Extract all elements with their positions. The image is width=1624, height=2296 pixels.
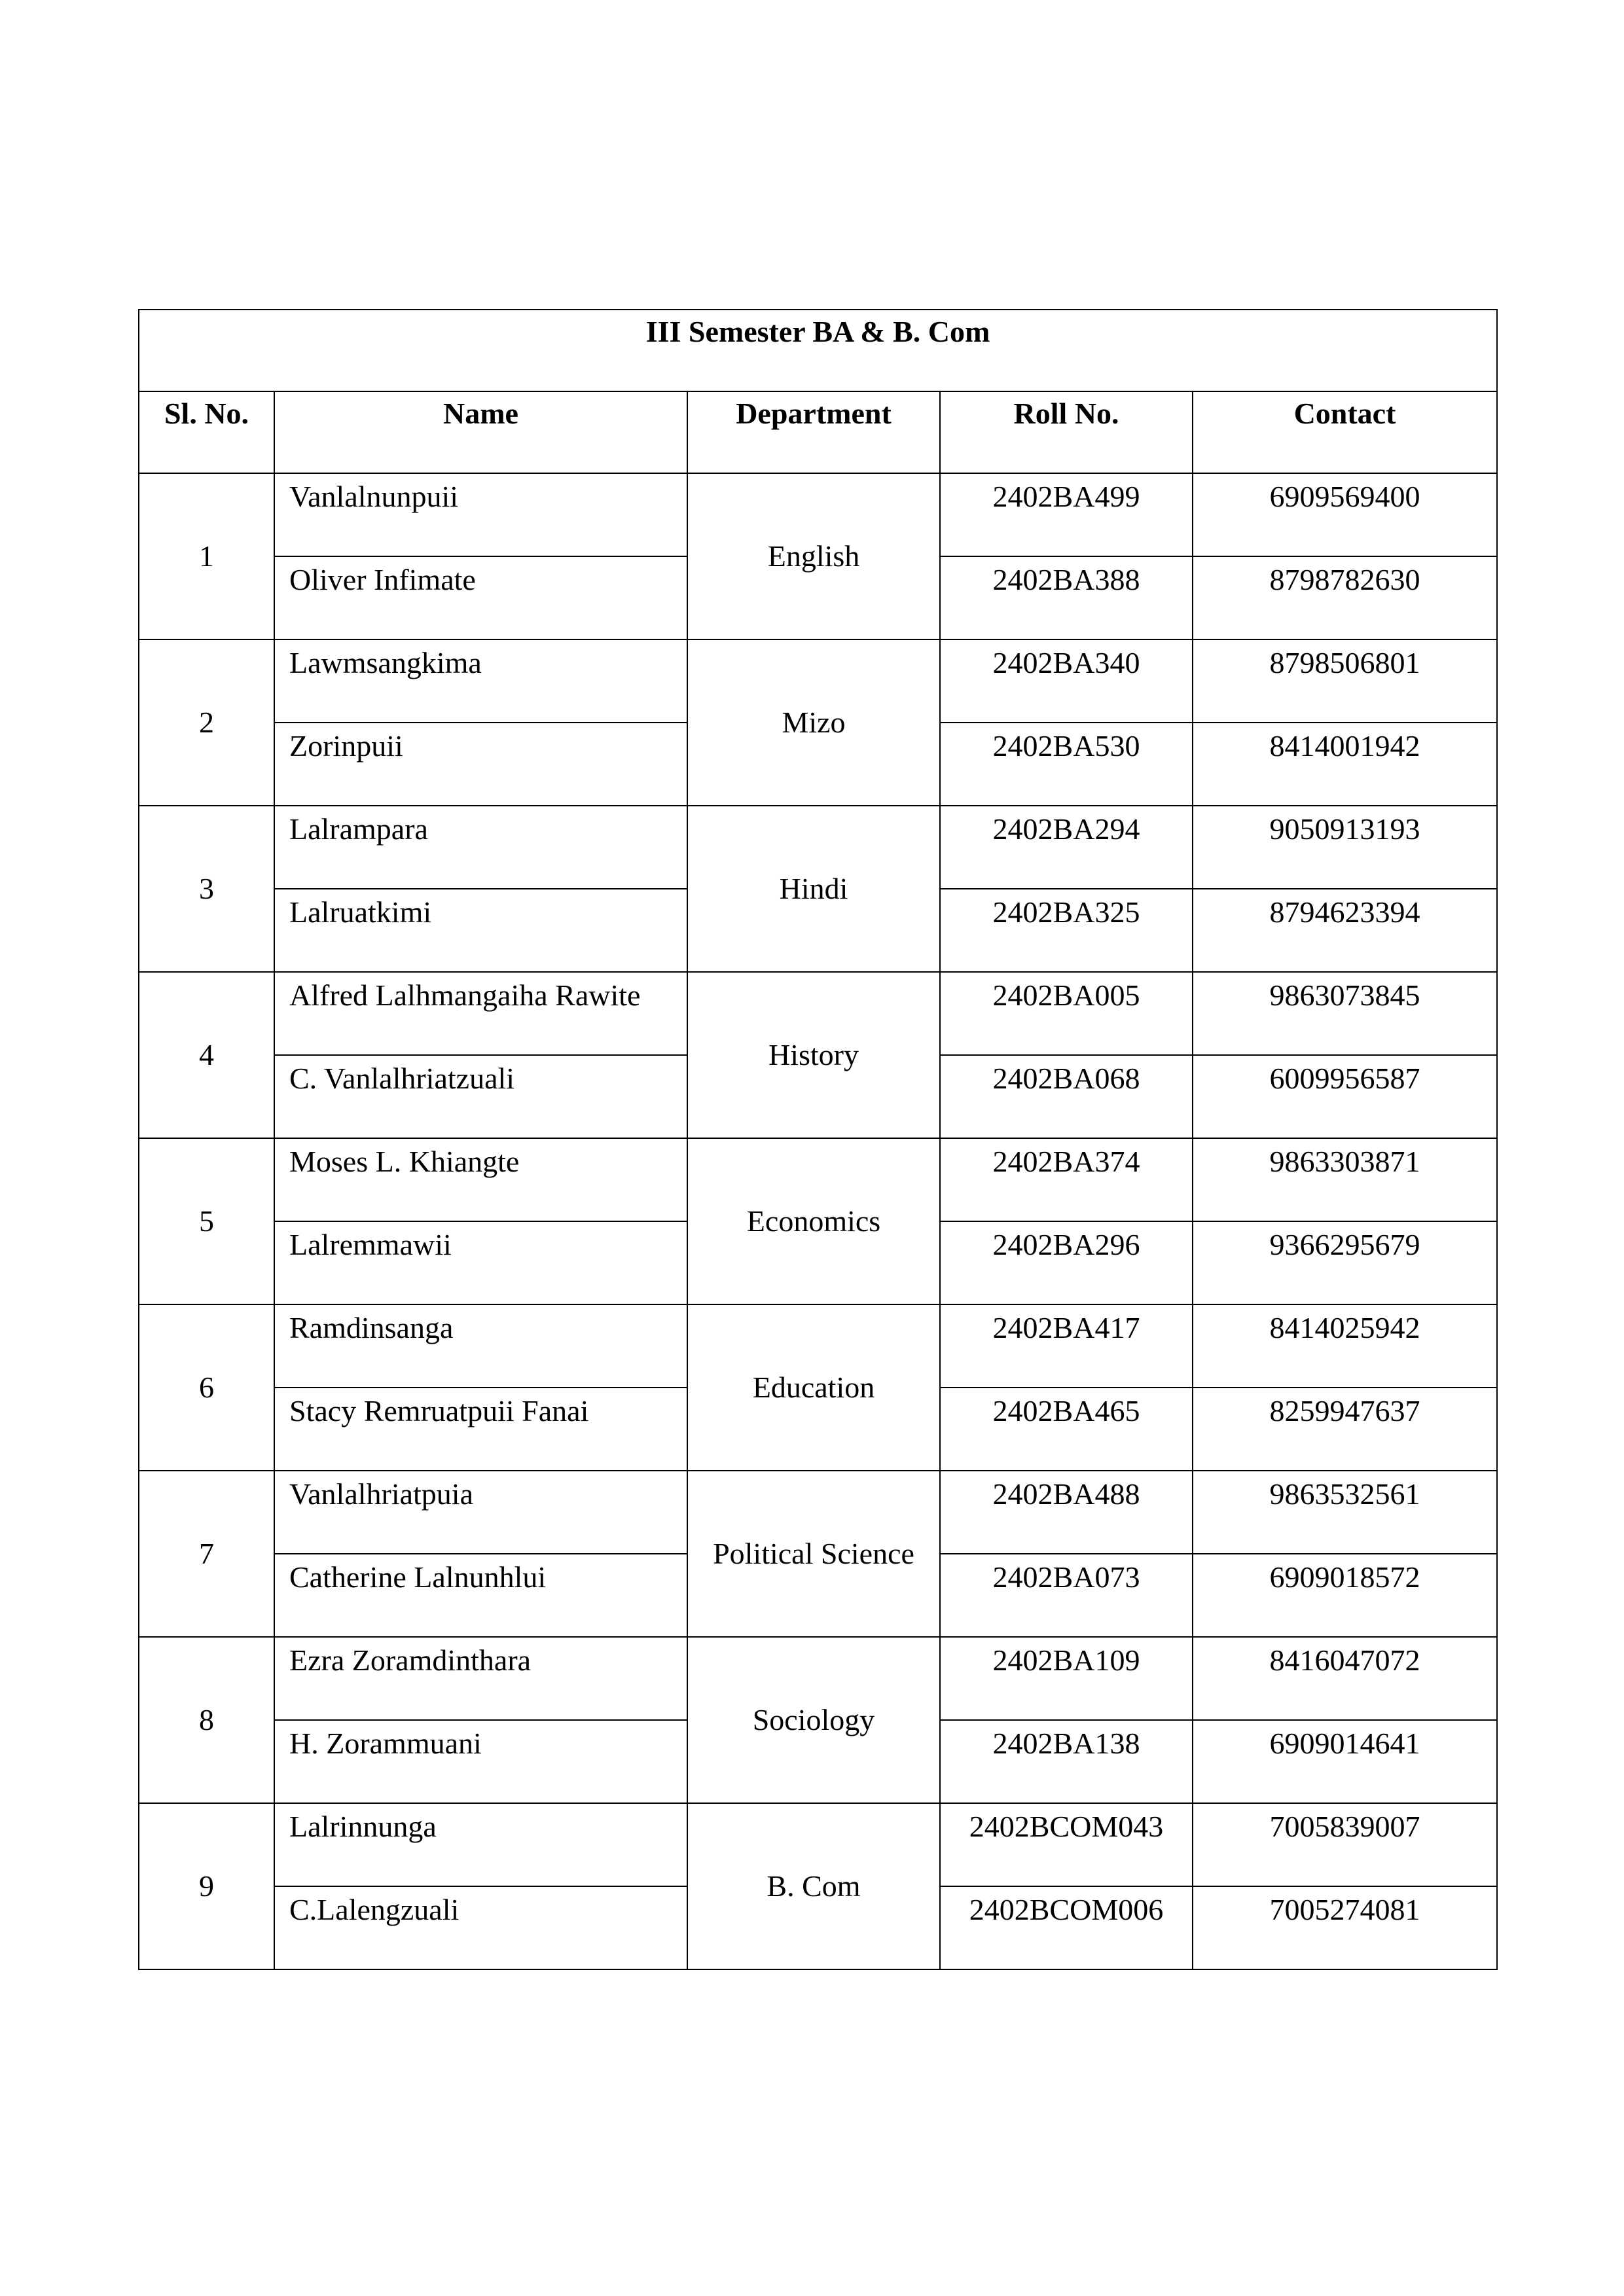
student-name-cell: Lalremmawii (274, 1221, 687, 1304)
contact-cell: 8416047072 (1193, 1637, 1497, 1720)
contact-cell: 7005839007 (1193, 1803, 1497, 1886)
department-cell: B. Com (687, 1803, 940, 1969)
table-row (139, 473, 1497, 556)
table-row (139, 1138, 1497, 1221)
sl-no-cell: 7 (139, 1471, 274, 1637)
student-name-cell: C.Lalengzuali (274, 1886, 687, 1969)
roll-no-cell: 2402BA109 (940, 1637, 1193, 1720)
student-name-cell: Ezra Zoramdinthara (274, 1637, 687, 1720)
table-row (139, 972, 1497, 1055)
roll-no-cell: 2402BA465 (940, 1388, 1193, 1471)
sl-no-cell: 5 (139, 1138, 274, 1304)
department-cell: Sociology (687, 1637, 940, 1803)
student-name-cell: Lalruatkimi (274, 889, 687, 972)
roll-no-cell: 2402BA005 (940, 972, 1193, 1055)
student-contact-table (138, 309, 1498, 1970)
roll-no-cell: 2402BCOM043 (940, 1803, 1193, 1886)
contact-cell: 8414025942 (1193, 1304, 1497, 1388)
student-name-cell: Ramdinsanga (274, 1304, 687, 1388)
department-cell: Economics (687, 1138, 940, 1304)
table-row (139, 1803, 1497, 1886)
contact-cell: 9050913193 (1193, 806, 1497, 889)
contact-cell: 9366295679 (1193, 1221, 1497, 1304)
student-name-cell: H. Zorammuani (274, 1720, 687, 1803)
contact-cell: 8259947637 (1193, 1388, 1497, 1471)
contact-cell: 9863073845 (1193, 972, 1497, 1055)
student-name-cell: C. Vanlalhriatzuali (274, 1055, 687, 1138)
roll-no-cell: 2402BA340 (940, 639, 1193, 723)
sl-no-cell: 6 (139, 1304, 274, 1471)
table-row (139, 1304, 1497, 1388)
contact-cell: 8414001942 (1193, 723, 1497, 806)
contact-cell: 6009956587 (1193, 1055, 1497, 1138)
roll-no-cell: 2402BA488 (940, 1471, 1193, 1554)
contact-cell: 6909014641 (1193, 1720, 1497, 1803)
roll-no-cell: 2402BA530 (940, 723, 1193, 806)
department-cell: Mizo (687, 639, 940, 806)
sl-no-cell: 2 (139, 639, 274, 806)
sl-no-cell: 4 (139, 972, 274, 1138)
table-title: III Semester BA & B. Com (139, 310, 1497, 391)
contact-cell: 8794623394 (1193, 889, 1497, 972)
student-name-cell: Moses L. Khiangte (274, 1138, 687, 1221)
table-row (139, 639, 1497, 723)
department-cell: Hindi (687, 806, 940, 972)
table-title-row (139, 310, 1497, 391)
table-row (139, 1471, 1497, 1554)
student-name-cell: Catherine Lalnunhlui (274, 1554, 687, 1637)
roll-no-cell: 2402BA073 (940, 1554, 1193, 1637)
student-name-cell: Lalrampara (274, 806, 687, 889)
table-header-row (139, 391, 1497, 473)
header-contact: Contact (1193, 391, 1497, 473)
header-name: Name (274, 391, 687, 473)
student-name-cell: Vanlalhriatpuia (274, 1471, 687, 1554)
department-cell: English (687, 473, 940, 639)
contact-cell: 8798506801 (1193, 639, 1497, 723)
sl-no-cell: 9 (139, 1803, 274, 1969)
contact-cell: 8798782630 (1193, 556, 1497, 639)
sl-no-cell: 3 (139, 806, 274, 972)
roll-no-cell: 2402BCOM006 (940, 1886, 1193, 1969)
header-sl-no: Sl. No. (139, 391, 274, 473)
roll-no-cell: 2402BA296 (940, 1221, 1193, 1304)
contact-cell: 6909569400 (1193, 473, 1497, 556)
roll-no-cell: 2402BA325 (940, 889, 1193, 972)
department-cell: Education (687, 1304, 940, 1471)
contact-cell: 9863532561 (1193, 1471, 1497, 1554)
contact-cell: 6909018572 (1193, 1554, 1497, 1637)
student-name-cell: Oliver Infimate (274, 556, 687, 639)
student-name-cell: Lawmsangkima (274, 639, 687, 723)
sl-no-cell: 8 (139, 1637, 274, 1803)
department-cell: History (687, 972, 940, 1138)
table-row (139, 1637, 1497, 1720)
header-roll-no: Roll No. (940, 391, 1193, 473)
student-name-cell: Stacy Remruatpuii Fanai (274, 1388, 687, 1471)
table-body (139, 473, 1497, 1969)
roll-no-cell: 2402BA138 (940, 1720, 1193, 1803)
header-department: Department (687, 391, 940, 473)
student-name-cell: Alfred Lalhmangaiha Rawite (274, 972, 687, 1055)
roll-no-cell: 2402BA388 (940, 556, 1193, 639)
roll-no-cell: 2402BA294 (940, 806, 1193, 889)
contact-cell: 7005274081 (1193, 1886, 1497, 1969)
roll-no-cell: 2402BA499 (940, 473, 1193, 556)
sl-no-cell: 1 (139, 473, 274, 639)
department-cell: Political Science (687, 1471, 940, 1637)
contact-cell: 9863303871 (1193, 1138, 1497, 1221)
student-name-cell: Lalrinnunga (274, 1803, 687, 1886)
roll-no-cell: 2402BA068 (940, 1055, 1193, 1138)
roll-no-cell: 2402BA374 (940, 1138, 1193, 1221)
student-name-cell: Vanlalnunpuii (274, 473, 687, 556)
roll-no-cell: 2402BA417 (940, 1304, 1193, 1388)
table-row (139, 806, 1497, 889)
student-name-cell: Zorinpuii (274, 723, 687, 806)
